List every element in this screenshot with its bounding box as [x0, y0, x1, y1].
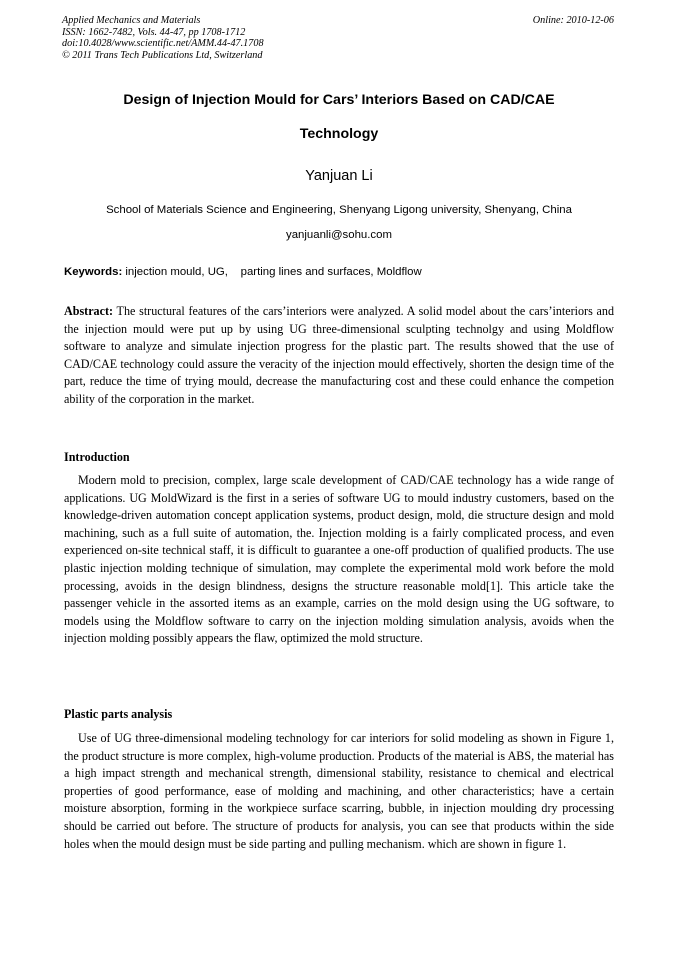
paper-title-line-2: Technology [299, 126, 379, 142]
keywords-text: injection mould, UG, parting lines and surfaces, Moldflow [122, 266, 422, 278]
journal-name: Applied Mechanics and Materials [62, 15, 201, 26]
author-affiliation: School of Materials Science and Engineering, Shenyang Ligong university, Shenyang, China [106, 204, 572, 216]
abstract [64, 303, 614, 409]
journal-issn: ISSN: 1662-7482, Vols. 44-47, pp 1708-1712 [62, 26, 246, 38]
section-heading-introduction: Introduction [64, 450, 130, 464]
paper-title-line-1: Design of Injection Mould for Cars’ Interiors Based on CAD/CAE [123, 92, 555, 108]
journal-header [62, 15, 264, 61]
plastic-parts-paragraph: Use of UG three-dimensional modeling technology for car interiors for solid modeling as shown in Figure 1, the product structure is more complex, high-volume production. Products of the material is ABS, the material has a high impact strength and mechanical strength, dimensional stability, resistance to chemical and electrical properties of good performance, ease of molding and machining, and other characteristics; have a certain moisture absorption, forming in the workpiece surface scarring, bubble, in injection moulding dry processing should be carried out before. The structure of products for analysis, you can see that products within the side holes when the mould design must be side parting and pulling mechanism. which are shown in figure 1. [64, 731, 614, 851]
introduction-paragraph: Modern mold to precision, complex, large scale development of CAD/CAE technology has a wide range of applications. UG MoldWizard is the first in a series of software UG to mould industry customers, based on the knowledge-driven automation concept application systems, product design, mold, die structure design and mold machining, such as a full suite of automation, the. Injection molding is a fairly complicated process, and even experienced on-site technical staff, it is difficult to guarantee a one-off production of qualified products. The use plastic injection molding technique of simulation, may complete the experimental mold work before the mold processing, avoids in the design blindness, designs the structure reasonable mold[1]. This article take the passenger vehicle in the assorted items as an example, carries on the mold design using the UG software, to models using the Moldflow software to carry on the injection molding simulation analysis, avoids when the injection molding possibly appears the flaw, optimized the mold structure. [64, 473, 614, 646]
author-name: Yanjuan Li [305, 168, 373, 184]
keywords-label: Keywords: [64, 266, 123, 278]
abstract-label: Abstract: [64, 304, 114, 318]
journal-doi: doi:10.4028/www.scientific.net/AMM.44-47.1708 [62, 38, 264, 50]
journal-copyright: © 2011 Trans Tech Publications Ltd, Switzerland [62, 49, 263, 61]
keywords [64, 266, 422, 278]
abstract-text: The structural features of the cars’interiors were analyzed. A solid model about the cars’interiors and the injection mould were put up by using UG three-dimensional sculpting technolgy and using Moldflow software to analyze and simulate injection progress for the plastic part. The results showed that the use of CAD/CAE technology could assure the veracity of the injection mould effectively, shorten the design time of the part, reduce the time of trying mould, decrease the manufacturing cost and these could enhance the competion ability of the corporation in the market. [64, 304, 614, 406]
online-date: Online: 2010-12-06 [532, 15, 614, 26]
section-heading-plastic-parts: Plastic parts analysis [64, 707, 173, 721]
author-email: yanjuanli@sohu.com [286, 229, 392, 241]
